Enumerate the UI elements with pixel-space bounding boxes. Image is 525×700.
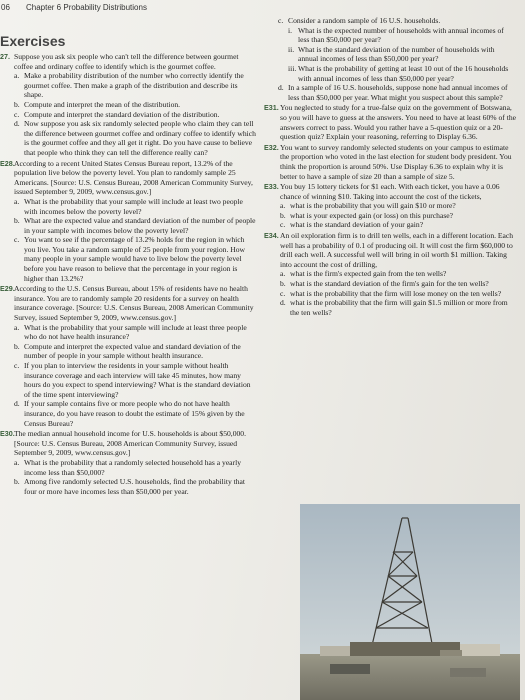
exercise-27 bbox=[0, 52, 256, 158]
item-text: what is the standard deviation of the firm's gain for the ten wells? bbox=[290, 279, 489, 289]
item-text: If your sample contains five or more people who do not have health insurance, do you have reason to doubt the estimate of 15% given by the Census Bureau? bbox=[24, 399, 245, 428]
exercise-item bbox=[14, 399, 256, 428]
exercise-stem: According to a recent United States Census Bureau report, 13.2% of the population live below the poverty level. You plan to randomly sample 25 Americans. [Source: U.S. Census Bureau, 2008 American Community Survey, issued September 9, 2009, www.census.gov.] bbox=[14, 158, 253, 197]
item-text: Consider a random sample of 16 U.S. households. bbox=[288, 16, 441, 25]
item-label: c. bbox=[278, 16, 284, 25]
right-column bbox=[264, 16, 516, 318]
item-label: c. bbox=[280, 288, 286, 298]
item-label: a. bbox=[14, 457, 20, 467]
exercise-stem: According to the U.S. Census Bureau, about 15% of residents have no health insurance. You are to randomly sample 20 residents for a survey on health insurance coverage. [Source: U.S. Census Bureau, 2008 American Community Survey, issued September 9, 2009, www.census.gov.] bbox=[14, 284, 254, 323]
item-text: what is the standard deviation of your gain? bbox=[290, 220, 424, 230]
left-column bbox=[0, 52, 256, 497]
item-label: d. bbox=[280, 298, 286, 308]
exercise-item bbox=[14, 323, 256, 342]
exercise-item bbox=[280, 279, 516, 289]
item-text: What is the probability that your sample will include at least two people with incomes below the poverty level? bbox=[24, 196, 243, 216]
exercise-item bbox=[14, 342, 256, 361]
item-label: c. bbox=[14, 361, 20, 370]
exercise-e30 bbox=[0, 429, 256, 496]
page-number: 06 bbox=[1, 3, 10, 12]
exercise-stem: You buy 15 lottery tickets for $1 each. With each ticket, you have a 0.06 chance of winning $10. Taking into account the cost of the tickets, bbox=[280, 182, 500, 201]
exercise-number: E31. bbox=[264, 103, 279, 113]
exercise-subitem bbox=[288, 64, 516, 83]
item-text: You want to see if the percentage of 13.2% holds for the region in which you live. You take a random sample of 25 people from your region. How many people in your sample would have to live below the poverty level before you have reason to believe that the percentage in your region is higher than 13.2%? bbox=[24, 235, 246, 283]
item-label: b. bbox=[280, 279, 286, 289]
exercise-item bbox=[278, 16, 516, 83]
exercise-stem: An oil exploration firm is to drill ten wells, each in a different location. Each well has a probability of 0.1 of producing oil. It will cost the firm $60,000 to drill each well. A successful well will bring in oil worth $1 million. Taking into account the cost of drilling, bbox=[280, 231, 514, 269]
item-label: a. bbox=[14, 71, 20, 81]
exercise-number: E34. bbox=[264, 231, 279, 241]
item-text: what is the probability that you will gain $10 or more? bbox=[290, 201, 456, 211]
subitem-text: What is the expected number of households with annual incomes of less than $50,000 per year? bbox=[298, 25, 504, 45]
oil-derrick-photo bbox=[300, 504, 520, 700]
exercise-item bbox=[280, 289, 516, 299]
item-text: Compute and interpret the expected value and standard deviation of the number of people in your sample without health insurance. bbox=[24, 341, 241, 361]
exercise-item bbox=[14, 361, 256, 399]
item-text: Now suppose you ask six randomly selected people who claim they can tell the difference between gourmet coffee and ordinary coffee to identify which is the gourmet coffee and they all get it right. Do you have cause to believe that people who think they can tell the difference really can? bbox=[24, 119, 256, 157]
exercise-item bbox=[14, 100, 256, 110]
exercise-number: E28. bbox=[0, 158, 15, 168]
subitem-text: What is the standard deviation of the number of households with annual incomes of less than $50,000 per year? bbox=[298, 44, 495, 64]
exercise-item bbox=[280, 201, 516, 211]
item-label: b. bbox=[14, 99, 20, 109]
exercise-e28 bbox=[0, 159, 256, 284]
subitem-label: ii. bbox=[288, 44, 295, 54]
exercise-item bbox=[278, 83, 516, 102]
subitem-text: What is the probability of getting at least 10 out of the 16 households with annual incomes of less than $50,000 per year? bbox=[298, 63, 509, 83]
exercise-number: E32. bbox=[264, 142, 279, 152]
exercise-number: E33. bbox=[264, 182, 279, 192]
exercise-item bbox=[14, 235, 256, 283]
item-label: a. bbox=[280, 201, 286, 211]
subitem-label: iii. bbox=[288, 63, 297, 73]
item-text: what is the probability that the firm will gain $1.5 million or more from the ten wells? bbox=[290, 298, 508, 317]
item-label: b. bbox=[14, 216, 20, 226]
section-title: Exercises bbox=[0, 33, 66, 49]
exercise-item bbox=[280, 298, 516, 317]
item-text: what is the probability that the firm will lose money on the ten wells? bbox=[290, 288, 502, 298]
item-label: b. bbox=[14, 341, 20, 351]
item-label: c. bbox=[280, 220, 286, 230]
item-label: b. bbox=[14, 477, 20, 487]
item-label: b. bbox=[280, 210, 286, 220]
item-label: d. bbox=[278, 83, 284, 93]
subitem-label: i. bbox=[288, 25, 293, 35]
exercise-stem: You neglected to study for a true-false quiz on the government of Botswana, so you will have to guess at the answers. You need to have at least 60% of the answers correct to pass. Would you rather have a 5-question quiz or a 20-question quiz? Explain your reasoning, referring to Display 6.36. bbox=[280, 103, 516, 142]
item-text: Make a probability distribution of the number who correctly identify the gourmet coffee. Then make a graph of the distribution and describe its shape. bbox=[24, 71, 244, 100]
exercise-number: 27. bbox=[0, 52, 10, 61]
exercise-item bbox=[280, 220, 516, 230]
item-label: d. bbox=[14, 119, 20, 129]
item-text: What is the probability that your sample will include at least three people who do not have health insurance? bbox=[24, 322, 247, 342]
exercise-e32 bbox=[264, 143, 516, 181]
item-text: In a sample of 16 U.S. households, suppose none had annual incomes of less than $50,000 per year. What might you suspect about this sample? bbox=[288, 83, 508, 102]
item-text: Among five randomly selected U.S. households, find the probability that four or more have incomes less than $50,000 per year. bbox=[24, 477, 246, 496]
page-header bbox=[0, 0, 525, 16]
exercise-subitem bbox=[288, 45, 516, 64]
exercise-item bbox=[14, 197, 256, 216]
exercise-item bbox=[14, 477, 256, 496]
item-text: If you plan to interview the residents in your sample without health insurance coverage and each interview will take 45 minutes, how many hours do you expect to spend interviewing? What is the standard deviation of the time spent interviewing? bbox=[24, 361, 251, 399]
exercise-item bbox=[14, 458, 256, 477]
exercise-e34 bbox=[264, 231, 516, 317]
item-text: What are the expected value and standard deviation of the number of people in your sample with incomes below the poverty level? bbox=[24, 216, 256, 235]
exercise-number: E30. bbox=[0, 429, 15, 439]
exercise-item bbox=[14, 110, 256, 120]
running-head: Chapter 6 Probability Distributions bbox=[26, 3, 147, 12]
item-label: c. bbox=[14, 109, 20, 119]
item-text: what is your expected gain (or loss) on this purchase? bbox=[290, 210, 454, 220]
exercise-item bbox=[280, 211, 516, 221]
exercise-item bbox=[14, 119, 256, 157]
exercise-item bbox=[280, 269, 516, 279]
item-text: Compute and interpret the standard deviation of the distribution. bbox=[24, 109, 220, 119]
item-label: a. bbox=[280, 269, 286, 279]
exercise-number: E29. bbox=[0, 284, 15, 294]
exercise-stem: You want to survey randomly selected students on your campus to estimate the proportion who voted in the last election for student body president. You think the proportion is around 50%. Use Display 6.36 to explain why it is better to have a sample of size 20 than a sample of size 5. bbox=[280, 142, 512, 181]
item-label: c. bbox=[14, 235, 20, 245]
item-text: what is the firm's expected gain from the ten wells? bbox=[290, 269, 447, 279]
item-label: d. bbox=[14, 399, 20, 409]
exercise-item bbox=[14, 71, 256, 100]
oil-derrick-icon bbox=[300, 504, 520, 700]
item-text: What is the probability that a randomly selected household has a yearly income less than $50,000? bbox=[24, 457, 241, 477]
exercise-item bbox=[14, 216, 256, 235]
exercise-e31 bbox=[264, 103, 516, 141]
item-text: Compute and interpret the mean of the distribution. bbox=[24, 99, 181, 109]
exercise-e30-continued bbox=[264, 16, 516, 102]
item-label: a. bbox=[14, 196, 20, 206]
exercise-stem: Suppose you ask six people who can't tell the difference between gourmet coffee and ordinary coffee to identify which is the gourmet coffee. bbox=[14, 52, 239, 71]
exercise-e29 bbox=[0, 284, 256, 428]
exercise-stem: The median annual household income for U.S. households is about $50,000. [Source: U.S. Census Bureau, 2008 American Community Survey, issued September 9, 2009, www.census.gov.] bbox=[14, 429, 246, 458]
exercise-e33 bbox=[264, 182, 516, 230]
exercise-subitem bbox=[288, 26, 516, 45]
item-label: a. bbox=[14, 322, 20, 332]
